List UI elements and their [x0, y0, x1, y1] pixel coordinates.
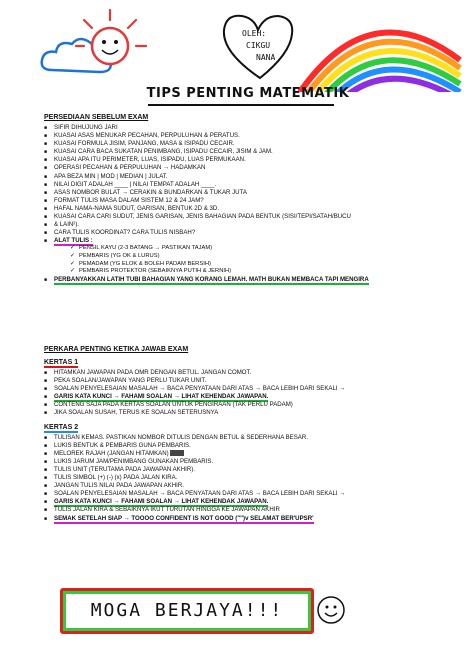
list-item: ■ CONTENG SAJA PADA KERTAS SOALAN UNTUK PENGIRAAN (TAK PERLU PADAM) [44, 401, 464, 409]
list-item: ■ KUASAI FORMULA JISIM, PANJANG, MASA & ISIPADU CECAIR. [44, 140, 464, 148]
list-item: ■ JIKA SOALAN SUSAH, TERUS KE SOALAN SETERUSNYA [44, 409, 464, 417]
list-item: ■ PEKA SOALAN/JAWAPAN YANG PERLU TUKAR UNIT. [44, 377, 464, 385]
author-line-2: CIKGU [246, 41, 271, 50]
list-item: ■ SOALAN PENYELESAIAN MASALAH → BACA PENYATAAN DARI ATAS → BACA LEBIH DARI SEKALI → [44, 490, 464, 498]
author-line-1: OLEH: [242, 29, 267, 38]
list-item: ■ KUASAI ASAS MENUKAR PECAHAN, PERPULUHAN & PERATUS. [44, 132, 464, 140]
section-preparation [44, 114, 464, 284]
list-item: ■ KUASAI CARA BACA SUKATAN PENIMBANG, ISIPADU CECAIR, JISIM & JAM. [44, 148, 464, 156]
preparation-list [44, 124, 464, 284]
list-item: ■ KUASAI APA ITU PERIMETER, LUAS, ISIPADU, LUAS PERMUKAAN. [44, 156, 464, 164]
list-item: ■ ASAS NOMBOR BULAT → CERAKIN & BUNDARKAN & TUKAR JUTA [44, 189, 464, 197]
page-title: TIPS PENTING MATEMATIK [146, 86, 350, 101]
tool-item: ✓ PEMBARIS (YG OK & LURUS) [70, 253, 464, 261]
rainbow-icon [300, 32, 460, 92]
list-item: ■ SIFIR DIHUJUNG JARI [44, 124, 464, 132]
list-item-continued: ■ GARIS KATA KUNCI → FAHAMI SOALAN → LIHAT KEHENDAK JAWAPAN. [44, 498, 464, 506]
kertas-2-list [44, 434, 464, 523]
list-item: ■ OPERASI PECAHAN & PERPULUHAN → HADAMKAN [44, 164, 464, 172]
list-item: ■ LUKIS BENTUK & PEMBARIS GUNA PEMBARIS. [44, 442, 464, 450]
kertas-2-label: KERTAS 2 [44, 423, 79, 431]
list-item: ■ APA BEZA MIN | MOD | MEDIAN | JULAT. [44, 173, 464, 181]
tool-item: ✓ PENSIL KAYU (2-3 BATANG → PASTIKAN TAJAM) [70, 245, 464, 253]
list-item: ■ NILAI DIGIT ADALAH ____ | NILAI TEMPAT ADALAH ____. [44, 181, 464, 189]
section-heading: PERSEDIAAN SEBELUM EXAM [44, 114, 149, 121]
shaded-box-icon [170, 450, 184, 456]
list-item: ■ ALAT TULIS : ✓ PENSIL KAYU (2-3 BATANG → PASTIKAN TAJAM) ✓ PEMBARIS (YG OK & LURUS) ✓ PEMADAM (YG ELOK & BOLEH PADAM BERSIH) ✓ PEMBARIS PROTEKTOR (SEBAIKNYA PUTIH & JERNIH) [44, 237, 464, 275]
tool-item: ✓ PEMADAM (YG ELOK & BOLEH PADAM BERSIH) [70, 261, 464, 269]
list-item: ■ HAFAL NAMA-NAMA SUDUT, GARISAN, BENTUK 2D & 3D. [44, 205, 464, 213]
list-item: ■ FORMAT TULIS MASA DALAM SISTEM 12 & 24 JAM? [44, 197, 464, 205]
kertas-1-label: KERTAS 1 [44, 359, 79, 366]
list-item: ■ JANGAN TULIS NILAI PADA JAWAPAN AKHIR. [44, 482, 464, 490]
moga-text: MOGA BERJAYA!!! [90, 600, 284, 621]
list-item: ■ TULISAN KEMAS. PASTIKAN NOMBOR DITULIS DENGAN BETUL & SEDERHANA BESAR. [44, 434, 464, 442]
tools-list [54, 245, 464, 275]
kertas-1-list [44, 369, 464, 418]
list-item: ■ LUKIS JARUM JAM/PENIMBANG GUNAKAN PEMBARIS. [44, 458, 464, 466]
list-item-continued: ■ GARIS KATA KUNCI → FAHAMI SOALAN → LIHAT KEHENDAK JAWAPAN. [44, 393, 464, 401]
section-exam [44, 346, 464, 523]
list-item: ■ SOALAN PENYELESAIAN MASALAH → BACA PENYATAAN DARI ATAS → BACA LEBIH DARI SEKALI → [44, 385, 464, 393]
section-heading: PERKARA PENTING KETIKA JAWAB EXAM [44, 346, 189, 353]
list-item: ■ TULIS JALAN KIRA & SEBAIKNYA IKUT TURUTAN HINGGA KE JAWAPAN AKHIR [44, 506, 464, 514]
list-item: ■ TULIS UNIT (TERUTAMA PADA JAWAPAN AKHIR). [44, 466, 464, 474]
list-item: ■ TULIS SIMBOL (+) (-) (x) PADA JALAN KIRA. [44, 474, 464, 482]
smiley-icon [316, 595, 346, 625]
list-item: ■ MELOREK RAJAH (JANGAN HITAMKAN) [44, 450, 464, 458]
list-item: ■ HITAMKAN JAWAPAN PADA OMR DENGAN BETUL. JANGAN COMOT. [44, 369, 464, 377]
list-item: ■ SEMAK SETELAH SIAP → TOOOO CONFIDENT IS NOT GOOD ("")v SELAMAT BER'UPSR' [44, 515, 464, 523]
author-line-3: NANA [256, 53, 276, 62]
header-doodles [0, 0, 474, 92]
list-item: ■ KUASAI CARA CARI SUDUT, JENIS GARISAN, JENIS BAHAGIAN PADA BENTUK (SISI/TEPI/SATAH/BUCU [44, 213, 464, 221]
list-item-continued: ■ & LAIN²). [44, 221, 464, 229]
title-underline [148, 104, 334, 106]
list-item: ■ CARA TULIS KOORDINAT? CARA TULIS NISBAH? [44, 229, 464, 237]
tool-item: ✓ PEMBARIS PROTEKTOR (SEBAIKNYA PUTIH & JERNIH) [70, 268, 464, 276]
moga-berjaya-banner [60, 588, 314, 634]
list-item: ■ PERBANYAKKAN LATIH TUBI BAHAGIAN YANG KORANG LEMAH. MATH BUKAN MEMBACA TAPI MENGIRA [44, 276, 464, 284]
